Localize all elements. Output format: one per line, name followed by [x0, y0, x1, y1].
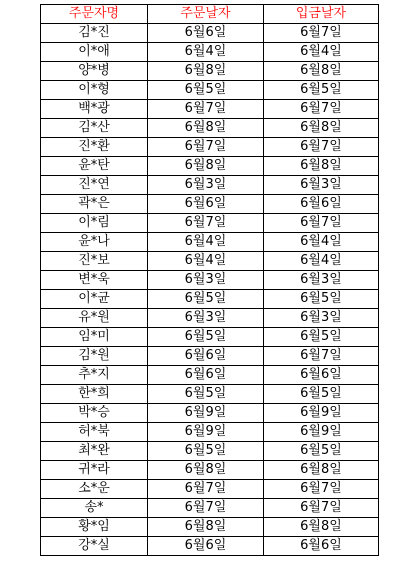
- cell-orderer-name: 강*실: [41, 537, 148, 556]
- cell-order-date: 6월9일: [148, 423, 264, 442]
- table-row: [41, 290, 379, 309]
- cell-deposit-date: 6월4일: [264, 233, 379, 252]
- table-row: [41, 347, 379, 366]
- table-row: [41, 100, 379, 119]
- cell-order-date: 6월6일: [148, 366, 264, 385]
- table-row: [41, 480, 379, 499]
- cell-orderer-name: 귀*라: [41, 461, 148, 480]
- cell-orderer-name: 진*환: [41, 138, 148, 157]
- cell-order-date: 6월5일: [148, 81, 264, 100]
- cell-deposit-date: 6월7일: [264, 214, 379, 233]
- cell-order-date: 6월8일: [148, 518, 264, 537]
- cell-order-date: 6월5일: [148, 385, 264, 404]
- cell-deposit-date: 6월3일: [264, 176, 379, 195]
- cell-deposit-date: 6월3일: [264, 309, 379, 328]
- cell-orderer-name: 허*북: [41, 423, 148, 442]
- table-row: [41, 195, 379, 214]
- table-row: [41, 176, 379, 195]
- table-row: [41, 252, 379, 271]
- cell-deposit-date: 6월7일: [264, 100, 379, 119]
- cell-order-date: 6월6일: [148, 537, 264, 556]
- cell-orderer-name: 변*욱: [41, 271, 148, 290]
- cell-deposit-date: 6월8일: [264, 461, 379, 480]
- cell-orderer-name: 임*미: [41, 328, 148, 347]
- cell-orderer-name: 소*운: [41, 480, 148, 499]
- table-row: [41, 309, 379, 328]
- table-row: [41, 537, 379, 556]
- cell-deposit-date: 6월6일: [264, 537, 379, 556]
- table-row: [41, 442, 379, 461]
- order-table: [40, 4, 379, 556]
- table-row: [41, 157, 379, 176]
- cell-order-date: 6월6일: [148, 195, 264, 214]
- table-row: [41, 233, 379, 252]
- table-row: [41, 404, 379, 423]
- cell-deposit-date: 6월7일: [264, 24, 379, 43]
- cell-deposit-date: 6월4일: [264, 43, 379, 62]
- table-row: [41, 214, 379, 233]
- cell-orderer-name: 백*광: [41, 100, 148, 119]
- cell-order-date: 6월7일: [148, 480, 264, 499]
- cell-order-date: 6월3일: [148, 176, 264, 195]
- header-orderer-name: 주문자명: [41, 5, 148, 24]
- table-row: [41, 271, 379, 290]
- header-deposit-date: 입금날자: [264, 5, 379, 24]
- cell-order-date: 6월8일: [148, 62, 264, 81]
- cell-deposit-date: 6월8일: [264, 62, 379, 81]
- cell-deposit-date: 6월5일: [264, 328, 379, 347]
- table-row: [41, 366, 379, 385]
- cell-orderer-name: 송*: [41, 499, 148, 518]
- cell-deposit-date: 6월5일: [264, 290, 379, 309]
- table-row: [41, 461, 379, 480]
- cell-order-date: 6월7일: [148, 499, 264, 518]
- cell-deposit-date: 6월7일: [264, 347, 379, 366]
- cell-order-date: 6월7일: [148, 100, 264, 119]
- cell-orderer-name: 황*임: [41, 518, 148, 537]
- table-row: [41, 328, 379, 347]
- cell-orderer-name: 윤*탄: [41, 157, 148, 176]
- table-row: [41, 423, 379, 442]
- cell-order-date: 6월3일: [148, 271, 264, 290]
- cell-order-date: 6월9일: [148, 404, 264, 423]
- cell-deposit-date: 6월9일: [264, 423, 379, 442]
- cell-deposit-date: 6월7일: [264, 480, 379, 499]
- cell-deposit-date: 6월5일: [264, 385, 379, 404]
- table-row: [41, 518, 379, 537]
- cell-deposit-date: 6월7일: [264, 499, 379, 518]
- cell-order-date: 6월7일: [148, 138, 264, 157]
- cell-orderer-name: 유*원: [41, 309, 148, 328]
- table-row: [41, 43, 379, 62]
- header-order-date: 주문날자: [148, 5, 264, 24]
- table-row: [41, 119, 379, 138]
- cell-deposit-date: 6월8일: [264, 518, 379, 537]
- cell-deposit-date: 6월5일: [264, 442, 379, 461]
- cell-orderer-name: 이*형: [41, 81, 148, 100]
- table-row: [41, 385, 379, 404]
- cell-orderer-name: 곽*은: [41, 195, 148, 214]
- cell-order-date: 6월5일: [148, 290, 264, 309]
- cell-orderer-name: 이*애: [41, 43, 148, 62]
- cell-order-date: 6월8일: [148, 157, 264, 176]
- cell-deposit-date: 6월6일: [264, 366, 379, 385]
- cell-order-date: 6월5일: [148, 328, 264, 347]
- cell-orderer-name: 윤*나: [41, 233, 148, 252]
- cell-orderer-name: 진*보: [41, 252, 148, 271]
- cell-deposit-date: 6월8일: [264, 157, 379, 176]
- cell-order-date: 6월4일: [148, 233, 264, 252]
- table-body: [41, 24, 379, 556]
- cell-orderer-name: 김*진: [41, 24, 148, 43]
- cell-order-date: 6월3일: [148, 309, 264, 328]
- cell-deposit-date: 6월7일: [264, 138, 379, 157]
- cell-deposit-date: 6월8일: [264, 119, 379, 138]
- cell-order-date: 6월4일: [148, 43, 264, 62]
- table-row: [41, 499, 379, 518]
- cell-deposit-date: 6월6일: [264, 195, 379, 214]
- table-row: [41, 62, 379, 81]
- cell-order-date: 6월6일: [148, 24, 264, 43]
- table-row: [41, 81, 379, 100]
- table-row: [41, 138, 379, 157]
- cell-order-date: 6월8일: [148, 119, 264, 138]
- cell-orderer-name: 김*원: [41, 347, 148, 366]
- cell-orderer-name: 최*완: [41, 442, 148, 461]
- cell-deposit-date: 6월4일: [264, 252, 379, 271]
- cell-deposit-date: 6월9일: [264, 404, 379, 423]
- header-row: [41, 5, 379, 24]
- cell-order-date: 6월5일: [148, 442, 264, 461]
- table-row: [41, 24, 379, 43]
- cell-deposit-date: 6월5일: [264, 81, 379, 100]
- cell-orderer-name: 진*연: [41, 176, 148, 195]
- cell-orderer-name: 박*승: [41, 404, 148, 423]
- cell-orderer-name: 양*병: [41, 62, 148, 81]
- cell-orderer-name: 추*지: [41, 366, 148, 385]
- cell-order-date: 6월4일: [148, 252, 264, 271]
- cell-orderer-name: 한*희: [41, 385, 148, 404]
- cell-deposit-date: 6월3일: [264, 271, 379, 290]
- cell-order-date: 6월8일: [148, 461, 264, 480]
- cell-order-date: 6월7일: [148, 214, 264, 233]
- cell-orderer-name: 이*균: [41, 290, 148, 309]
- cell-order-date: 6월6일: [148, 347, 264, 366]
- cell-orderer-name: 김*산: [41, 119, 148, 138]
- cell-orderer-name: 이*림: [41, 214, 148, 233]
